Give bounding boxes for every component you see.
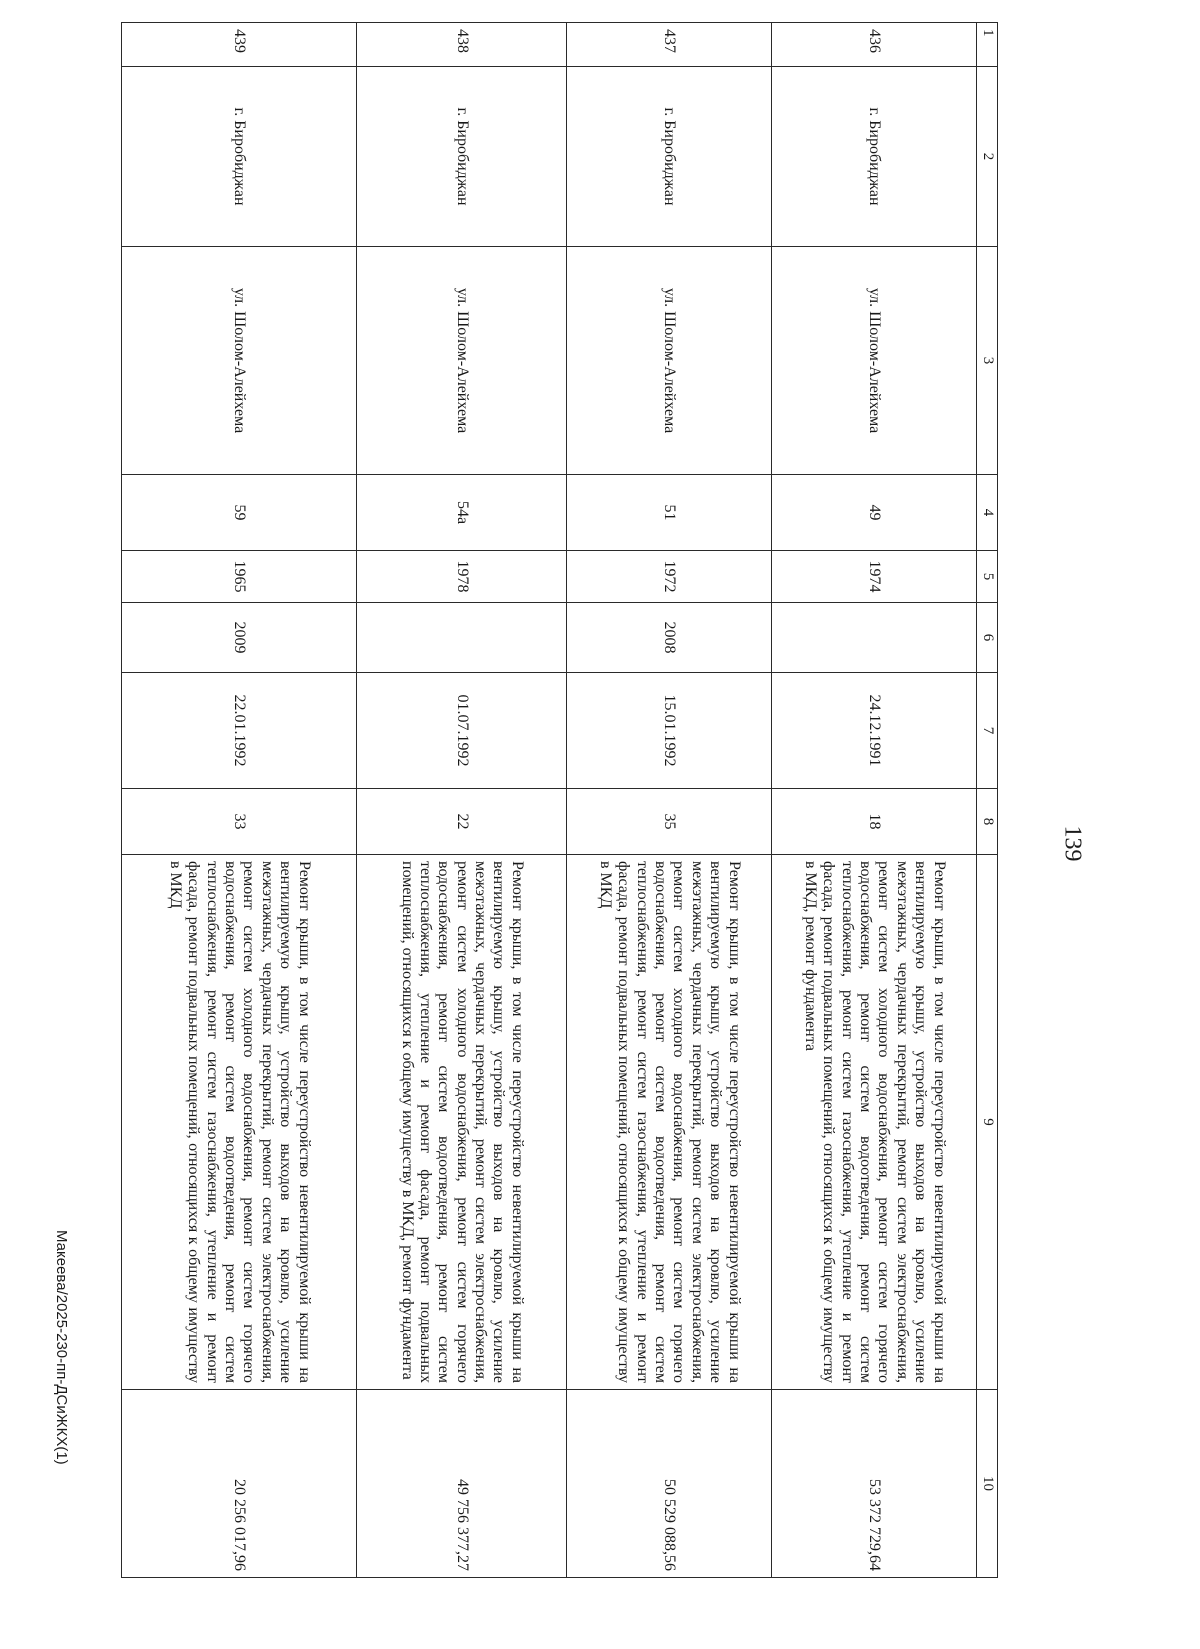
column-header: 6 xyxy=(977,603,998,673)
sum-cell: 50 529 088,56 xyxy=(567,1390,772,1578)
date-cell: 01.07.1992 xyxy=(357,673,567,789)
program-table-wrapper xyxy=(125,22,998,1577)
column-header: 9 xyxy=(977,855,998,1390)
sum-cell: 20 256 017,96 xyxy=(122,1390,357,1578)
year-repair-cell: 2008 xyxy=(567,603,772,673)
works-cell: Ремонт крыши, в том числе переустройство невентилируемой крыши на вентилируемую крышу, устройство выходов на кровлю, усиление межэтажных, чердачных перекрытий, ремонт систем электроснабжения, ремонт систем холодного водоснабжения, ремонт систем горячего водоснабжения, ремонт систем водоотведения, ремонт систем теплоснабжения, утепление и ремонт фасада, ремонт подвальных помещений, относящихся к общему имуществу в МКД, ремонт фундамента xyxy=(357,855,567,1390)
street-cell: ул. Шолом-Алейхема xyxy=(772,247,977,475)
page-number: 139 xyxy=(1059,825,1086,862)
count-cell: 35 xyxy=(567,789,772,855)
column-header: 7 xyxy=(977,673,998,789)
row-number: 436 xyxy=(772,23,977,67)
date-cell: 22.01.1992 xyxy=(122,673,357,789)
year-repair-cell xyxy=(772,603,977,673)
row-number: 437 xyxy=(567,23,772,67)
count-cell: 22 xyxy=(357,789,567,855)
works-cell: Ремонт крыши, в том числе переустройство невентилируемой крыши на вентилируемую крышу, устройство выходов на кровлю, усиление межэтажных, чердачных перекрытий, ремонт систем электроснабжения, ремонт систем холодного водоснабжения, ремонт систем горячего водоснабжения, ремонт систем водоотведения, ремонт систем теплоснабжения, ремонт систем газоснабжения, утепление и ремонт фасада, ремонт подвальных помещений, относящихся к общему имуществу в МКД xyxy=(567,855,772,1390)
street-cell: ул. Шолом-Алейхема xyxy=(357,247,567,475)
year-repair-cell: 2009 xyxy=(122,603,357,673)
year-repair-cell xyxy=(357,603,567,673)
column-header: 4 xyxy=(977,475,998,551)
capital-repair-table xyxy=(121,22,998,1578)
year-built-cell: 1965 xyxy=(122,551,357,603)
column-header: 10 xyxy=(977,1390,998,1578)
table-row xyxy=(122,23,357,1578)
column-header: 5 xyxy=(977,551,998,603)
row-number: 439 xyxy=(122,23,357,67)
column-header: 2 xyxy=(977,67,998,247)
works-cell: Ремонт крыши, в том числе переустройство невентилируемой крыши на вентилируемую крышу, устройство выходов на кровлю, усиление межэтажных, чердачных перекрытий, ремонт систем электроснабжения, ремонт систем холодного водоснабжения, ремонт систем горячего водоснабжения, ремонт систем водоотведения, ремонт систем теплоснабжения, ремонт систем газоснабжения, утепление и ремонт фасада, ремонт подвальных помещений, относящихся к общему имуществу в МКД xyxy=(122,855,357,1390)
street-cell: ул. Шолом-Алейхема xyxy=(122,247,357,475)
street-cell: ул. Шолом-Алейхема xyxy=(567,247,772,475)
date-cell: 15.01.1992 xyxy=(567,673,772,789)
house-number-cell: 49 xyxy=(772,475,977,551)
house-number-cell: 59 xyxy=(122,475,357,551)
year-built-cell: 1974 xyxy=(772,551,977,603)
house-number-cell: 51 xyxy=(567,475,772,551)
year-built-cell: 1978 xyxy=(357,551,567,603)
city-cell: г. Биробиджан xyxy=(357,67,567,247)
count-cell: 18 xyxy=(772,789,977,855)
table-row xyxy=(357,23,567,1578)
document-footer-code: Макеева/2025-230-пп-ДСиЖКХ(1) xyxy=(53,1230,70,1465)
column-header: 1 xyxy=(977,23,998,67)
year-built-cell: 1972 xyxy=(567,551,772,603)
date-cell: 24.12.1991 xyxy=(772,673,977,789)
table-row xyxy=(772,23,977,1578)
table-row xyxy=(567,23,772,1578)
column-header: 8 xyxy=(977,789,998,855)
row-number: 438 xyxy=(357,23,567,67)
count-cell: 33 xyxy=(122,789,357,855)
city-cell: г. Биробиджан xyxy=(772,67,977,247)
city-cell: г. Биробиджан xyxy=(122,67,357,247)
house-number-cell: 54а xyxy=(357,475,567,551)
sum-cell: 49 756 377,27 xyxy=(357,1390,567,1578)
city-cell: г. Биробиджан xyxy=(567,67,772,247)
works-cell: Ремонт крыши, в том числе переустройство невентилируемой крыши на вентилируемую крышу, устройство выходов на кровлю, усиление межэтажных, чердачных перекрытий, ремонт систем электроснабжения, ремонт систем холодного водоснабжения, ремонт систем горячего водоснабжения, ремонт систем водоотведения, ремонт систем теплоснабжения, ремонт систем газоснабжения, утепление и ремонт фасада, ремонт подвальных помещений, относящихся к общему имуществу в МКД, ремонт фундамента xyxy=(772,855,977,1390)
column-header: 3 xyxy=(977,247,998,475)
column-number-row xyxy=(977,23,998,1578)
sum-cell: 53 372 729,64 xyxy=(772,1390,977,1578)
